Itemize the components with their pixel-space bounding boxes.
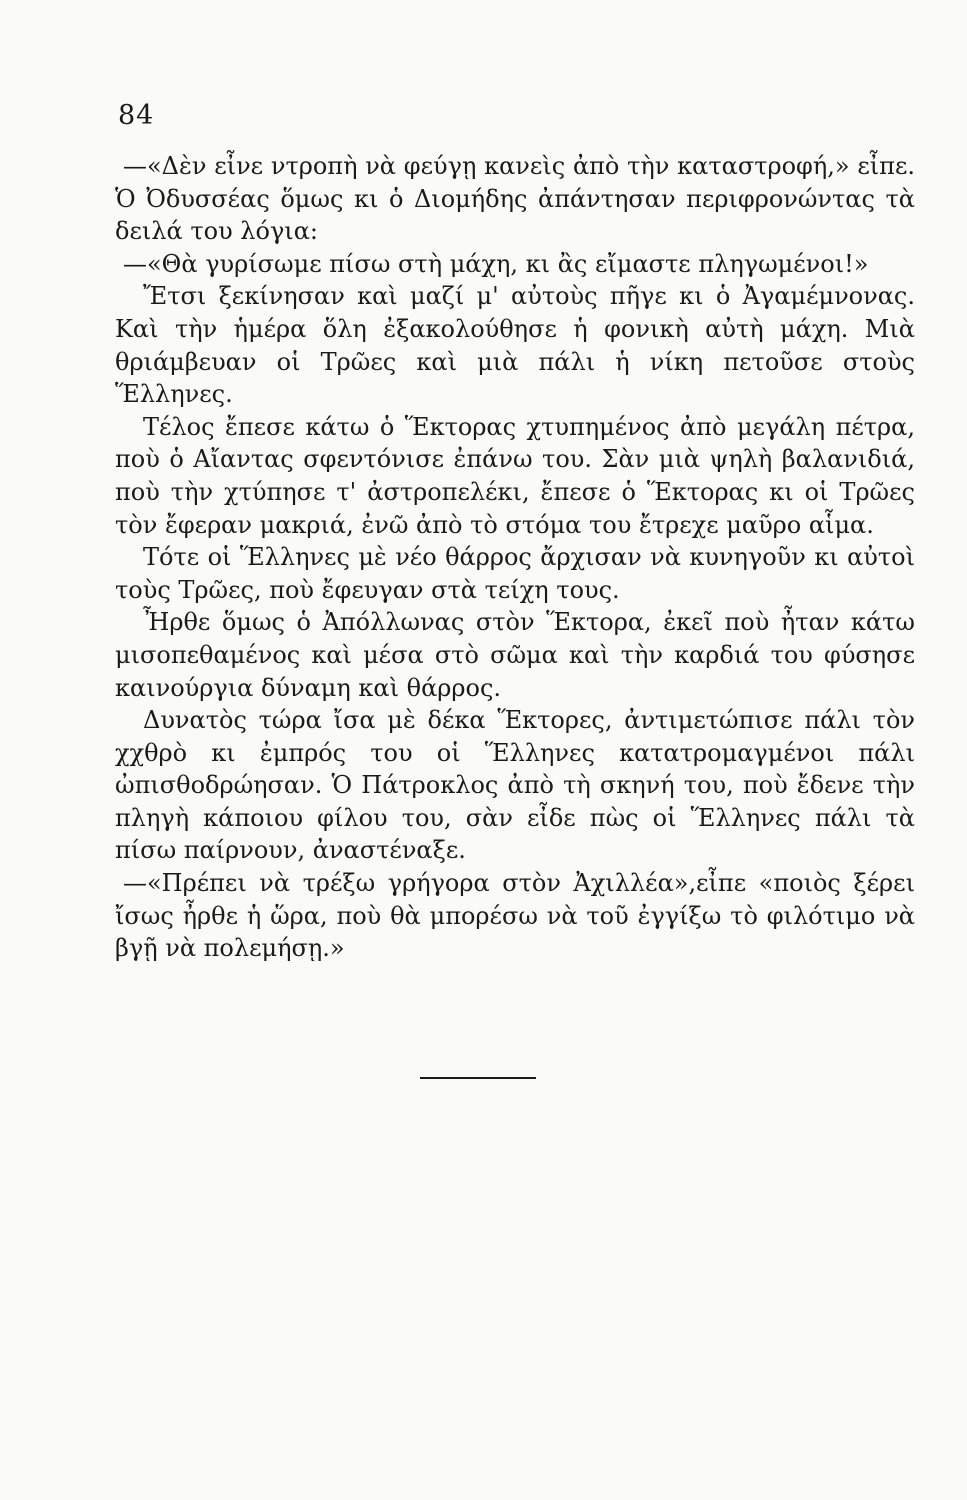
paragraph-8: —«Πρέπει νὰ τρέξω γρήγορα στὸν Ἀχιλλέα»,εἶπε «ποιὸς ξέρει ἴσως ἦρθε ἡ ὥρα, ποὺ θὰ μπορέσω νὰ τοῦ ἐγγίξω τὸ φιλότιμο νὰ βγῇ νὰ πολεμήσῃ.» [115,869,915,963]
paragraph-1: —«Δὲν εἶνε ντροπὴ νὰ φεύγῃ κανεὶς ἀπὸ τὴν καταστροφή,» εἶπε. Ὁ Ὀδυσσέας ὅμως κι ὁ Διομήδης ἀπάντησαν περιφρονώντας τὰ δειλά του λόγια: [115,152,915,246]
end-rule [420,1077,536,1079]
paragraph-2: —«Θὰ γυρίσωμε πίσω στὴ μάχη, κι ἂς εἴμαστε πληγωμένοι!» [123,249,869,278]
page-number: 84 [118,100,155,131]
paragraph-7: Δυνατὸς τώρα ἴσα μὲ δέκα Ἕκτορες, ἀντιμετώπισε πάλι τὸν χχθρὸ κι ἐμπρός του οἱ Ἕλληνες κατατρομαγμένοι πάλι ὠπισθοδρώησαν. Ὁ Πάτροκλος ἀπὸ τὴ σκηνή του, ποὺ ἔδενε τὴν πληγὴ κάποιου φίλου του, σὰν εἶδε πὼς οἱ Ἕλληνες πάλι τὰ πίσω παίρνουν, ἀναστέναξε. [115,706,915,865]
body-text [115,150,915,965]
paragraph-5: Τότε οἱ Ἕλληνες μὲ νέο θάρρος ἄρχισαν νὰ κυνηγοῦν κι αὐτοὶ τοὺς Τρῶες, ποὺ ἔφευγαν στὰ τείχη τους. [115,543,915,604]
paragraph-4: Τέλος ἔπεσε κάτω ὁ Ἕκτορας χτυπημένος ἀπὸ μεγάλη πέτρα, ποὺ ὁ Αἴαντας σφεντόνισε ἐπάνω του. Σὰν μιὰ ψηλὴ βαλανιδιά, ποὺ τὴν χτύπησε τ' ἀστροπελέκι, ἔπεσε ὁ Ἕκτορας κι οἱ Τρῶες τὸν ἔφεραν μακριά, ἐνῶ ἀπὸ τὸ στόμα του ἔτρεχε μαῦρο αἷμα. [115,412,915,539]
paragraph-6: Ἦρθε ὅμως ὁ Ἀπόλλωνας στὸν Ἕκτορα, ἐκεῖ ποὺ ἦταν κάτω μισοπεθαμένος καὶ μέσα στὸ σῶμα καὶ τὴν καρδιά του φύσησε καινούργια δύναμη καὶ θάρρος. [115,608,915,702]
paragraph-3: Ἔτσι ξεκίνησαν καὶ μαζί μ' αὐτοὺς πῆγε κι ὁ Ἀγαμέμνονας. Καὶ τὴν ἡμέρα ὅλη ἐξακολούθησε ἡ φονικὴ αὐτὴ μάχη. Μιὰ θριάμβευαν οἱ Τρῶες καὶ μιὰ πάλι ἡ νίκη πετοῦσε στοὺς Ἕλληνες. [115,282,915,409]
